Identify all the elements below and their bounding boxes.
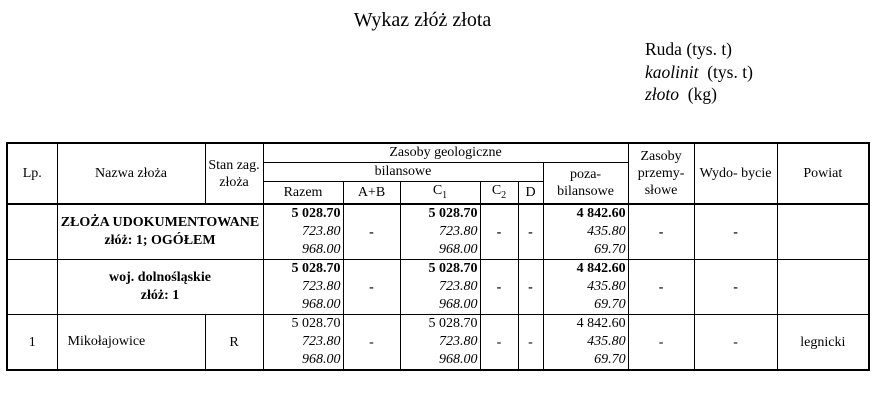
cell-poza-v2: 435.80 [587,279,626,295]
header-pozabilansowe: poza- bilansowe [543,162,628,204]
header-stan: Stan zag. złoża [205,143,263,204]
table-row-total [7,204,869,260]
cell-name-line2: złóż: 1 [140,288,180,304]
cell-c1-v1: 5 028.70 [428,261,478,277]
cell-poza [543,315,628,371]
cell-razem-v3: 968.00 [302,242,341,258]
cell-c1-v3: 968.00 [439,242,478,258]
cell-poza-v1: 4 842.60 [576,316,626,332]
cell-ab: - [343,260,400,315]
header-c1-sub: 1 [442,189,448,201]
cell-name-line1: woj. dolnośląskie [109,270,211,286]
cell-c2: - [480,260,518,315]
cell-c2: - [480,204,518,260]
cell-poza-v3: 69.70 [594,242,626,258]
cell-c1-v1: 5 028.70 [428,316,478,332]
cell-razem-v2: 723.80 [302,334,341,350]
cell-c2: - [480,315,518,371]
cell-stan: R [205,315,263,371]
unit-zloto-word: złoto [645,84,680,104]
cell-nazwa [57,204,263,260]
header-lp: Lp. [7,143,57,204]
cell-powiat: legnicki [777,315,869,371]
cell-lp: 1 [7,315,57,371]
header-razem: Razem [263,181,343,204]
cell-razem-v2: 723.80 [302,224,341,240]
cell-nazwa [57,260,263,315]
cell-c1-v3: 968.00 [439,352,478,368]
header-c2-sub: 2 [501,189,507,201]
header-c1-base: C [432,182,443,198]
cell-c1 [400,260,480,315]
unit-kaolinit [645,61,753,84]
unit-ruda: Ruda (tys. t) [645,39,733,59]
cell-poza-v2: 435.80 [587,224,626,240]
cell-c1-v3: 968.00 [439,297,478,313]
cell-razem-v3: 968.00 [302,352,341,368]
cell-przemyslowe: - [628,260,694,315]
table-row-voivodeship [7,260,869,315]
cell-razem-v1: 5 028.70 [291,316,341,332]
cell-c1-v1: 5 028.70 [428,206,478,222]
cell-poza-v1: 4 842.60 [576,261,626,277]
cell-name-line2: złóż: 1; OGÓŁEM [104,233,216,249]
unit-zloto-unit: (kg) [687,84,717,104]
cell-powiat [777,204,869,260]
cell-poza-v3: 69.70 [594,352,626,368]
cell-c1 [400,315,480,371]
cell-przemyslowe: - [628,315,694,371]
cell-nazwa [57,315,205,371]
cell-powiat [777,260,869,315]
header-c2-base: C [491,182,502,198]
cell-lp [7,204,57,260]
cell-poza-v2: 435.80 [587,334,626,350]
cell-razem [263,315,343,371]
cell-d: - [518,204,543,260]
table-row-deposit [7,315,869,371]
header-bilansowe: bilansowe [263,162,543,181]
header-c2 [480,181,518,204]
cell-poza [543,204,628,260]
cell-ab: - [343,204,400,260]
cell-razem [263,260,343,315]
cell-lp [7,260,57,315]
unit-zloto [645,83,753,106]
header-zasoby-geologiczne: Zasoby geologiczne [263,143,628,162]
unit-kaolinit-word: kaolinit [645,61,699,82]
header-nazwa: Nazwa złoża [57,143,205,204]
header-wydobycie: Wydo- bycie [694,143,777,204]
header-przemyslowe: Zasoby przemy- słowe [628,143,694,204]
cell-name-line1: Mikołajowice [67,334,146,350]
cell-poza [543,260,628,315]
deposits-table [6,142,870,371]
cell-razem-v2: 723.80 [302,279,341,295]
cell-razem-v3: 968.00 [302,297,341,313]
cell-d: - [518,260,543,315]
cell-przemyslowe: - [628,204,694,260]
cell-poza-v1: 4 842.60 [576,206,626,222]
cell-c1-v2: 723.80 [439,279,478,295]
cell-d: - [518,315,543,371]
cell-poza-v3: 69.70 [594,297,626,313]
header-ab: A+B [343,181,400,204]
units-legend [645,38,753,106]
cell-c1-v2: 723.80 [439,224,478,240]
cell-razem-v1: 5 028.70 [291,261,341,277]
header-powiat: Powiat [777,143,869,204]
cell-razem-v1: 5 028.70 [291,206,341,222]
cell-wydobycie: - [694,260,777,315]
header-d: D [518,181,543,204]
cell-ab: - [343,315,400,371]
cell-c1 [400,204,480,260]
cell-name-line1: ZŁOŻA UDOKUMENTOWANE [60,215,260,231]
unit-kaolinit-unit: (tys. t) [707,61,753,82]
cell-c1-v2: 723.80 [439,334,478,350]
cell-razem [263,204,343,260]
cell-wydobycie: - [694,315,777,371]
page-title: Wykaz złóż złota [353,9,492,31]
cell-wydobycie: - [694,204,777,260]
header-c1 [400,181,480,204]
